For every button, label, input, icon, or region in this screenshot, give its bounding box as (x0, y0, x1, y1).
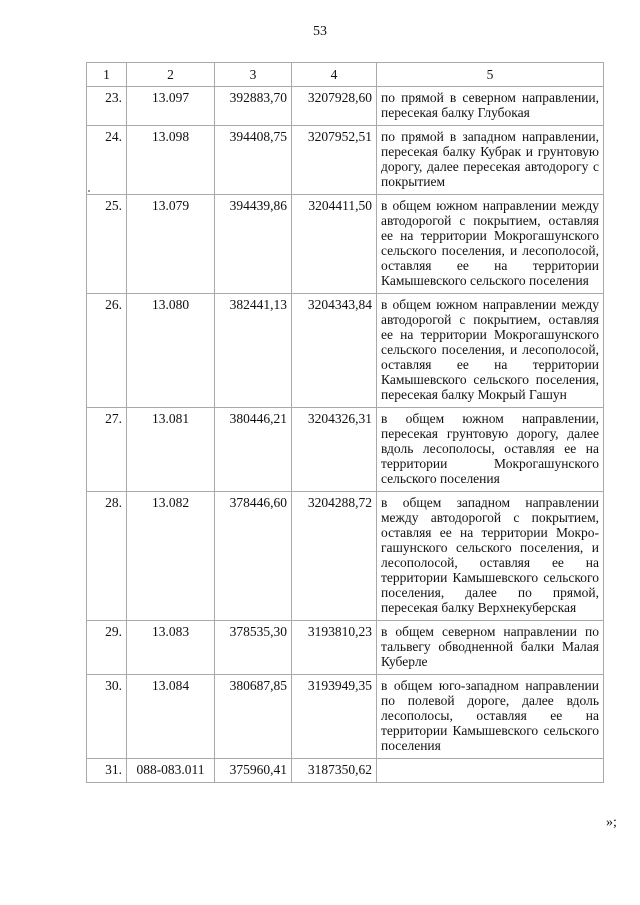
point-number-cell: 29. (87, 621, 127, 675)
point-number-cell: 23. (87, 87, 127, 126)
table-row (87, 621, 604, 675)
point-number-cell: 27. (87, 408, 127, 492)
column-header-2: 2 (127, 63, 215, 87)
boundary-description-cell: в общем южном направлении между автодорогой с покрытием, оставляя ее на территории Мокрогашунского сельского поселения, и лесополосой, оставляя ее на территории Камышевского сельского поселения, пересекая балку Мокрый Гашун (377, 294, 604, 408)
point-code-cell: 13.081 (127, 408, 215, 492)
x-coordinate-cell: 394439,86 (215, 195, 292, 294)
point-code-cell: 13.098 (127, 126, 215, 195)
boundary-description-cell: по прямой в северном направлении, пересекая балку Глубокая (377, 87, 604, 126)
y-coordinate-cell: 3187350,62 (292, 759, 377, 783)
y-coordinate-cell: 3207928,60 (292, 87, 377, 126)
point-number-cell: 30. (87, 675, 127, 759)
boundary-description-cell: в общем юго-западном направлении по полевой дороге, далее вдоль лесополосы, оставляя ее на территории Камышевского сельского поселения (377, 675, 604, 759)
x-coordinate-cell: 382441,13 (215, 294, 292, 408)
column-header-5: 5 (377, 63, 604, 87)
boundary-points-table (86, 62, 604, 783)
closing-quote: »; (606, 815, 617, 830)
table-header-row (87, 63, 604, 87)
x-coordinate-cell: 378446,60 (215, 492, 292, 621)
table-row (87, 87, 604, 126)
point-code-cell: 13.097 (127, 87, 215, 126)
point-code-cell: 088-083.011 (127, 759, 215, 783)
point-number-cell: 28. (87, 492, 127, 621)
table-row (87, 294, 604, 408)
x-coordinate-cell: 375960,41 (215, 759, 292, 783)
boundary-description-cell: в общем северном направлении по тальвегу обводненной балки Малая Куберле (377, 621, 604, 675)
point-code-cell: 13.083 (127, 621, 215, 675)
y-coordinate-cell: 3193810,23 (292, 621, 377, 675)
point-code-cell: 13.084 (127, 675, 215, 759)
point-number-cell: 26. (87, 294, 127, 408)
x-coordinate-cell: 378535,30 (215, 621, 292, 675)
table-body (87, 87, 604, 783)
y-coordinate-cell: 3207952,51 (292, 126, 377, 195)
table-row (87, 675, 604, 759)
y-coordinate-cell: 3204343,84 (292, 294, 377, 408)
table-row (87, 492, 604, 621)
y-coordinate-cell: 3204411,50 (292, 195, 377, 294)
point-code-cell: 13.080 (127, 294, 215, 408)
x-coordinate-cell: 394408,75 (215, 126, 292, 195)
y-coordinate-cell: 3204288,72 (292, 492, 377, 621)
column-header-1: 1 (87, 63, 127, 87)
table-row (87, 759, 604, 783)
y-coordinate-cell: 3204326,31 (292, 408, 377, 492)
x-coordinate-cell: 392883,70 (215, 87, 292, 126)
column-header-4: 4 (292, 63, 377, 87)
boundary-description-cell (377, 759, 604, 783)
x-coordinate-cell: 380446,21 (215, 408, 292, 492)
boundary-description-cell: по прямой в западном направлении, пересекая балку Кубрак и грунтовую дорогу, далее пересекая автодорогу с покрытием (377, 126, 604, 195)
point-code-cell: 13.082 (127, 492, 215, 621)
boundary-description-cell: в общем южном направлении, пересекая грунтовую дорогу, далее вдоль лесополосы, оставляя ее на территории Мокрогашунского сельского поселения (377, 408, 604, 492)
y-coordinate-cell: 3193949,35 (292, 675, 377, 759)
table-row (87, 408, 604, 492)
point-number-cell: 31. (87, 759, 127, 783)
table-row (87, 195, 604, 294)
column-header-3: 3 (215, 63, 292, 87)
x-coordinate-cell: 380687,85 (215, 675, 292, 759)
point-code-cell: 13.079 (127, 195, 215, 294)
point-number-cell: 25. (87, 195, 127, 294)
boundary-description-cell: в общем южном направлении между автодорогой с покрытием, оставляя ее на территории Мокрогашунского сельского поселения, и лесополосой, оставляя ее на территории Камышевского сельского поселения (377, 195, 604, 294)
boundary-description-cell: в общем западном направлении между автодорогой с покрытием, оставляя ее на территории Мокрогашунского сельского поселения, и лесополосой, оставляя ее на территории Камышевского сельского поселения, далее по прямой, пересекая балку Верхнекуберская (377, 492, 604, 621)
point-number-cell: 24. (87, 126, 127, 195)
page-number: 53 (313, 24, 327, 39)
table-row (87, 126, 604, 195)
